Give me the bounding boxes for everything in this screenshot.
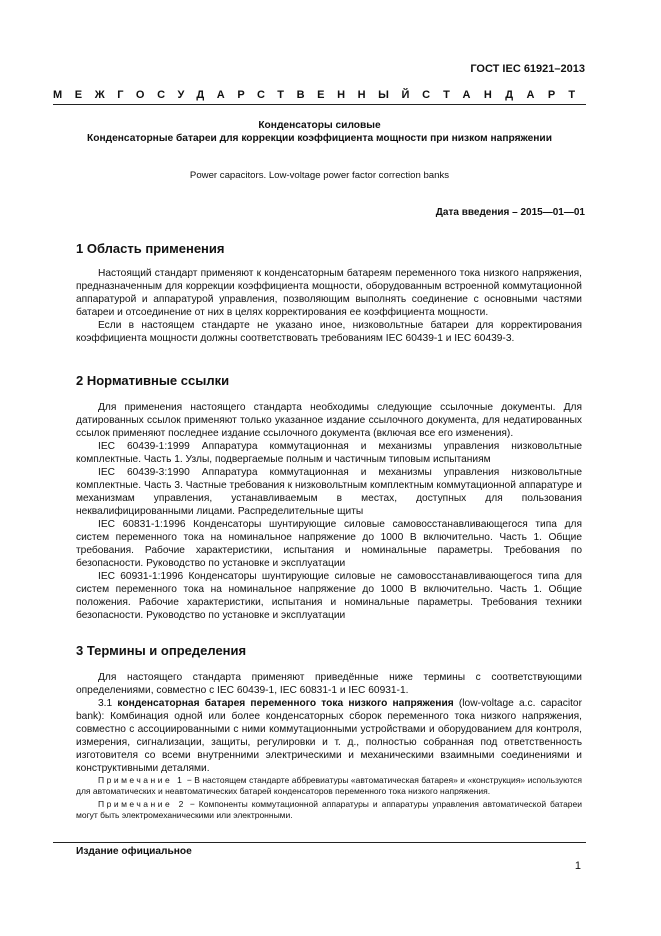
- section-1-paragraph-2: Если в настоящем стандарте не указано иное, низковольтные батареи для корректирования коэффициента мощности должны соответствовать требованиям IEC 60439-1 и IEC 60439-3.: [76, 320, 582, 344]
- page-number: 1: [574, 860, 581, 872]
- title-line-1: Конденсаторы силовые: [258, 120, 381, 131]
- reference-iec-60831-1: IEC 60831-1:1996 Конденсаторы шунтирующие силовые самовосстанавливающегося типа для систем переменного тока на номинальное напряжение до 1000 В включительно. Часть 1. Общие требования. Рабочие характеристики, испытания и номинальные параметры. Требования по безопасности. Руководство по установке и эксплуатации: [76, 519, 582, 569]
- note-2: [76, 799, 582, 821]
- header-divider: [53, 104, 586, 105]
- reference-iec-60439-3: IEC 60439-3:1990 Аппаратура коммутационная и механизмы управления низковольтные комплектные. Часть 3. Частные требования к низковольтным комплектным коммутационной аппаратуре и механизмам управления, устанавливаемым в местах, доступных для пользования неквалифицированными лицами. Распределительные щиты: [76, 467, 582, 517]
- note-1: [76, 775, 582, 797]
- definition-english-term: (low-voltage a.c. capacitor bank):: [76, 698, 582, 722]
- title-line-2: Конденсаторные батареи для коррекции коэффициента мощности при низком напряжении: [87, 133, 552, 144]
- definition-number: 3.1: [98, 698, 113, 709]
- official-edition-label: Издание официальное: [76, 846, 192, 857]
- note-1-text: − В настоящем стандарте аббревиатуры «автоматическая батарея» и «конструкция» используются для автоматических и неавтоматических батарей конденсаторов переменного тока низкого напряжения.: [76, 775, 582, 796]
- definition-text: Комбинация одной или более конденсаторных сборок переменного тока низкого напряжения, совместно с ассоциированными с ними коммутационными устройствами и оборудованием для контроля, измерения, сигнализации, защиты, регулировки и т. д., полностью собранная под ответственность изготовителя со всеми внутренними электрическими и механическими взаимными соединениями и конструктивными деталями.: [76, 711, 582, 774]
- banner-word-interstate: МЕЖГОСУДАРСТВЕННЫЙ: [53, 89, 423, 101]
- section-1-paragraph-1: Настоящий стандарт применяют к конденсаторным батареям переменного тока низкого напряжения, предназначенным для коррекции коэффициента мощности, оборудованным встроенной коммутационной аппаратурой и аппаратурой управления, позволяющим выполнять соединение с основными частями батареи и отсоединение от них в целях корректирования ее коэффициента мощности.: [76, 268, 582, 318]
- introduction-date: Дата введения – 2015—01—01: [435, 207, 585, 218]
- section-3-paragraph-1: Для настоящего стандарта применяют приведённые ниже термины с соответствующими определениями, совместно с IEC 60439-1, IEC 60831-1 и IEC 60931-1.: [76, 672, 582, 696]
- standard-code: ГОСТ IEC 61921–2013: [470, 63, 585, 75]
- footer-divider: [53, 842, 586, 843]
- section-1-body: [76, 267, 582, 345]
- section-2-heading: 2 Нормативные ссылки: [76, 373, 230, 388]
- section-3-heading: 3 Термины и определения: [76, 643, 247, 658]
- english-title: Power capacitors. Low-voltage power factor correction banks: [189, 170, 450, 181]
- section-2-paragraph-1: Для применения настоящего стандарта необходимы следующие ссылочные документы. Для датированных ссылок применяют только указанное издание ссылочного документа, для недатированных ссылок применяют последнее издание ссылочного документа (включая все его изменения).: [76, 402, 582, 439]
- note-2-label: Примечание 2: [98, 799, 186, 809]
- banner-word-standard: СТАНДАРТ: [422, 89, 589, 101]
- note-2-text: − Компоненты коммутационной аппаратуры и аппаратуры управления автоматической батареи могут быть электромеханическими или электронными.: [76, 799, 582, 820]
- section-3-body: [76, 671, 582, 821]
- document-title: [53, 119, 586, 145]
- interstate-standard-banner: [53, 89, 589, 101]
- reference-iec-60439-1: IEC 60439-1:1999 Аппаратура коммутационная и механизмы управления низковольтные комплектные. Часть 1. Узлы, подвергаемые полным и частичным типовым испытаниям: [76, 441, 582, 465]
- section-2-body: [76, 401, 582, 622]
- note-1-label: Примечание 1: [98, 775, 185, 785]
- definition-term: конденсаторная батарея переменного тока низкого напряжения: [117, 698, 454, 709]
- definition-3-1: [76, 697, 582, 775]
- reference-iec-60931-1: IEC 60931-1:1996 Конденсаторы шунтирующие силовые не самовосстанавливающегося типа для систем переменного тока на номинальное напряжение до 1000 В включительно. Часть 1. Общие положения. Рабочие характеристики, испытания и номинальные параметры. Требования техники безопасности. Руководство по установке и эксплуатации: [76, 571, 582, 621]
- section-1-heading: 1 Область применения: [76, 241, 225, 256]
